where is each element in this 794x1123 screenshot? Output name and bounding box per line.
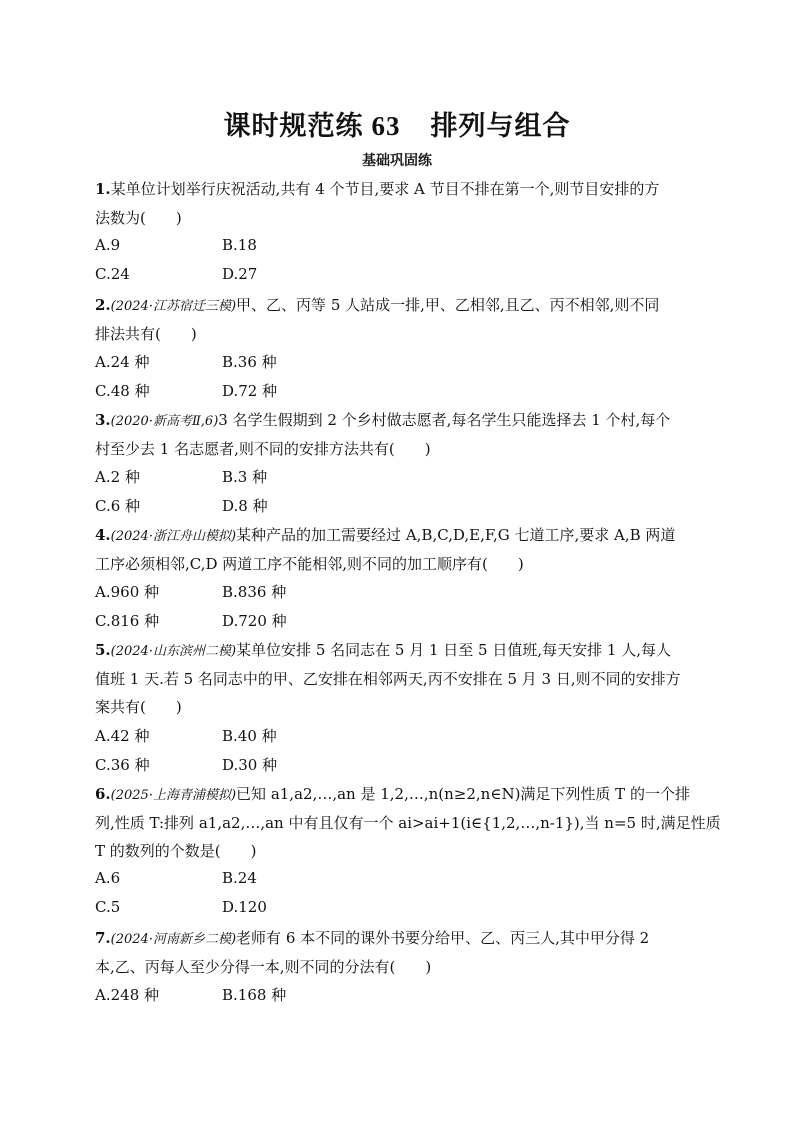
- q6-option-c: C.5: [95, 898, 121, 916]
- q1-option-b: B.18: [222, 236, 257, 254]
- page-title: [0, 104, 794, 143]
- q2-option-a: A.24 种: [95, 353, 150, 371]
- q7-option-a: A.248 种: [95, 986, 159, 1004]
- q3-option-b: B.3 种: [222, 468, 268, 486]
- q4-option-c: C.816 种: [95, 612, 160, 630]
- q1-option-a: A.9: [95, 236, 121, 254]
- q5-option-d: D.30 种: [222, 756, 278, 774]
- section-heading: 基础巩固练: [362, 153, 432, 169]
- q2-option-d: D.72 种: [222, 382, 278, 400]
- q2-option-c: C.48 种: [95, 382, 150, 400]
- question-1-line-2: 法数为( ): [95, 209, 182, 227]
- question-3-line-2: 村至少去 1 名志愿者,则不同的安排方法共有( ): [95, 440, 431, 458]
- question-3-line-1: 3.(2020·新高考Ⅱ,6)3 名学生假期到 2 个乡村做志愿者,每名学生只能选择去 1 个村,每个: [95, 411, 671, 429]
- q4-option-a: A.960 种: [95, 583, 159, 601]
- q2-option-b: B.36 种: [222, 353, 277, 371]
- q1-option-c: C.24: [95, 265, 130, 283]
- question-5-line-2: 值班 1 天.若 5 名同志中的甲、乙安排在相邻两天,丙不安排在 5 月 3 日,则不同的安排方: [95, 670, 681, 688]
- question-7-line-1: 7.(2024·河南新乡二模)老师有 6 本不同的课外书要分给甲、乙、丙三人,其中甲分得 2: [95, 929, 650, 947]
- question-2-line-1: 2.(2024·江苏宿迁三模)甲、乙、丙等 5 人站成一排,甲、乙相邻,且乙、丙不相邻,则不同: [95, 296, 660, 314]
- title-main: 课时规范练: [223, 111, 364, 142]
- q3-option-d: D.8 种: [222, 497, 268, 515]
- question-6-line-2: 列,性质 T:排列 a1,a2,…,an 中有且仅有一个 ai>ai+1(i∈{1,2,…,n-1}),当 n=5 时,满足性质: [95, 814, 721, 832]
- q3-option-c: C.6 种: [95, 497, 141, 515]
- q5-option-b: B.40 种: [222, 727, 277, 745]
- q6-option-b: B.24: [222, 869, 257, 887]
- q5-option-c: C.36 种: [95, 756, 150, 774]
- q4-option-d: D.720 种: [222, 612, 287, 630]
- question-7-line-2: 本,乙、丙每人至少分得一本,则不同的分法有( ): [95, 958, 432, 976]
- q3-option-a: A.2 种: [95, 468, 140, 486]
- q7-option-b: B.168 种: [222, 986, 287, 1004]
- title-number: 63: [371, 111, 401, 141]
- q6-option-d: D.120: [222, 898, 267, 916]
- question-4-line-1: 4.(2024·浙江舟山模拟)某种产品的加工需要经过 A,B,C,D,E,F,G 七道工序,要求 A,B 两道: [95, 526, 676, 544]
- question-5-line-3: 案共有( ): [95, 698, 182, 716]
- q4-option-b: B.836 种: [222, 583, 287, 601]
- title-topic: 排列与组合: [430, 111, 571, 142]
- question-5-line-1: 5.(2024·山东滨州二模)某单位安排 5 名同志在 5 月 1 日至 5 日值班,每天安排 1 人,每人: [95, 641, 671, 659]
- q1-option-d: D.27: [222, 265, 258, 283]
- question-6-line-1: 6.(2025·上海青浦模拟)已知 a1,a2,…,an 是 1,2,…,n(n≥2,n∈N)满足下列性质 T 的一个排: [95, 785, 690, 803]
- question-1-line-1: 1.某单位计划举行庆祝活动,共有 4 个节目,要求 A 节目不排在第一个,则节目安排的方: [95, 180, 660, 198]
- question-4-line-2: 工序必须相邻,C,D 两道工序不能相邻,则不同的加工顺序有( ): [95, 555, 524, 573]
- q5-option-a: A.42 种: [95, 727, 150, 745]
- question-2-line-2: 排法共有( ): [95, 325, 197, 343]
- q6-option-a: A.6: [95, 869, 121, 887]
- question-6-line-3: T 的数列的个数是( ): [95, 842, 257, 860]
